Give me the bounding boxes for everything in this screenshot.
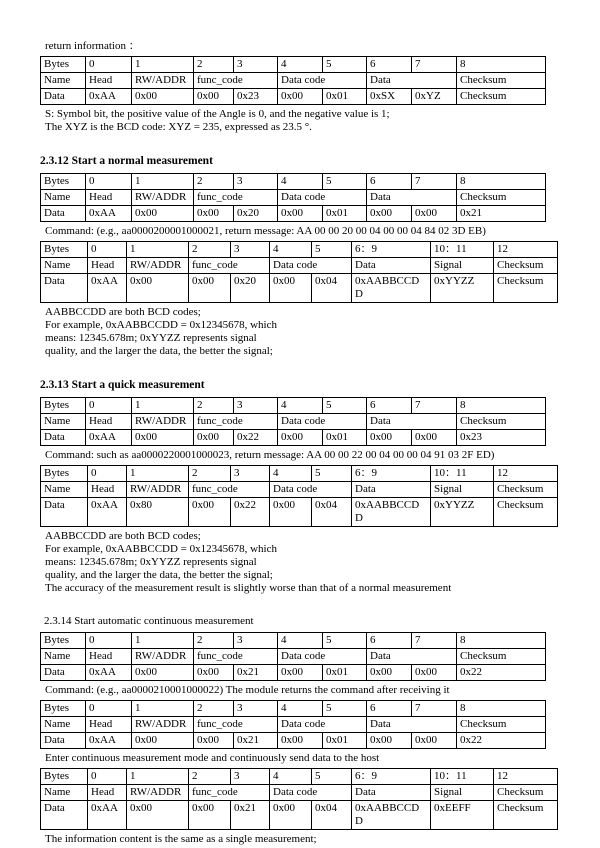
byte-index-cell: 3: [231, 769, 270, 785]
field-value-cell: 0xAABBCCDD: [352, 274, 431, 303]
note-line: quality, and the larger the data, the better the signal;: [45, 569, 273, 581]
name-row: [41, 190, 546, 206]
field-name-cell: Head: [86, 414, 132, 430]
byte-index-cell: 5: [312, 769, 352, 785]
bytes-row: [41, 633, 546, 649]
return-info-notes: [45, 108, 570, 134]
field-name-cell: Head: [86, 190, 132, 206]
byte-index-cell: 10：11: [431, 769, 494, 785]
field-name-cell: Data: [367, 717, 457, 733]
field-value-cell: 0x00: [412, 665, 457, 681]
notes-2-3-13: [45, 530, 570, 595]
row-label-cell: Name: [41, 414, 86, 430]
row-label-cell: Bytes: [41, 701, 86, 717]
byte-index-cell: 4: [270, 242, 312, 258]
command-line-2-3-13: Command: such as aa0000220001000023, return message: AA 00 00 22 00 04 00 00 04 91 03 2F ED): [45, 449, 495, 461]
row-label-cell: Bytes: [41, 242, 88, 258]
field-value-cell: 0x04: [312, 801, 352, 830]
row-label-cell: Data: [41, 733, 86, 749]
field-name-cell: Checksum: [457, 414, 546, 430]
byte-index-cell: 4: [278, 398, 323, 414]
byte-index-cell: 2: [189, 769, 231, 785]
field-name-cell: RW/ADDR: [127, 258, 189, 274]
byte-index-cell: 3: [234, 701, 278, 717]
field-value-cell: 0xAABBCCDD: [352, 801, 431, 830]
byte-index-cell: 0: [88, 466, 127, 482]
field-name-cell: Checksum: [457, 190, 546, 206]
field-value-cell: 0x21: [234, 665, 278, 681]
byte-index-cell: 2: [194, 701, 234, 717]
field-value-cell: 0x21: [231, 801, 270, 830]
note-line: means: 12345.678m; 0xYYZZ represents signal: [45, 556, 257, 568]
field-value-cell: 0xAA: [88, 274, 127, 303]
field-value-cell: 0x00: [270, 274, 312, 303]
field-value-cell: 0x00: [270, 498, 312, 527]
field-value-cell: 0x00: [132, 206, 194, 222]
protocol-table: [40, 632, 546, 681]
byte-index-cell: 2: [194, 174, 234, 190]
quick-measure-return-table-holder: [40, 465, 570, 527]
field-name-cell: RW/ADDR: [127, 482, 189, 498]
note-line-symbol-bit: S: Symbol bit, the positive value of the Angle is 0, and the negative value is 1;: [45, 108, 390, 120]
protocol-table: [40, 700, 546, 749]
note-line-bcd-code: The XYZ is the BCD code: XYZ = 235, expressed as 23.5 °.: [45, 121, 312, 133]
row-label-cell: Data: [41, 665, 86, 681]
field-name-cell: Checksum: [457, 649, 546, 665]
byte-index-cell: 8: [457, 701, 546, 717]
data-row: [41, 801, 558, 830]
field-value-cell: 0x20: [234, 206, 278, 222]
field-value-cell: 0x23: [457, 430, 546, 446]
field-value-cell: 0x80: [127, 498, 189, 527]
byte-index-cell: 3: [231, 242, 270, 258]
command-line-2-3-14: Command: (e.g., aa0000210001000022) The module returns the command after receiving it: [45, 684, 450, 696]
data-row: [41, 206, 546, 222]
byte-index-cell: 7: [412, 398, 457, 414]
byte-index-cell: 2: [194, 57, 234, 73]
byte-index-cell: 6: [367, 398, 412, 414]
byte-index-cell: 4: [270, 466, 312, 482]
field-value-cell: 0xYYZZ: [431, 274, 494, 303]
field-value-cell: 0xAA: [88, 801, 127, 830]
section-heading-2-3-13: 2.3.13 Start a quick measurement: [40, 379, 205, 391]
byte-index-cell: 5: [323, 398, 367, 414]
field-name-cell: Signal: [431, 482, 494, 498]
field-name-cell: Signal: [431, 785, 494, 801]
byte-index-cell: 2: [189, 466, 231, 482]
field-value-cell: 0x04: [312, 274, 352, 303]
field-value-cell: 0x01: [323, 665, 367, 681]
continuous-measure-command-table-holder: [40, 632, 570, 681]
row-label-cell: Data: [41, 89, 86, 105]
field-name-cell: RW/ADDR: [132, 190, 194, 206]
field-name-cell: func_code: [194, 73, 278, 89]
byte-index-cell: 1: [132, 633, 194, 649]
field-value-cell: 0x00: [127, 274, 189, 303]
field-value-cell: 0xEEFF: [431, 801, 494, 830]
byte-index-cell: 7: [412, 174, 457, 190]
byte-index-cell: 8: [457, 633, 546, 649]
row-label-cell: Data: [41, 274, 88, 303]
note-line: For example, 0xAABBCCDD = 0x12345678, which: [45, 543, 277, 555]
field-name-cell: Signal: [431, 258, 494, 274]
field-name-cell: func_code: [194, 190, 278, 206]
byte-index-cell: 1: [127, 466, 189, 482]
quick-measure-command-table-holder: [40, 397, 570, 446]
byte-index-cell: 7: [412, 701, 457, 717]
byte-index-cell: 5: [323, 701, 367, 717]
field-name-cell: Checksum: [494, 482, 558, 498]
field-value-cell: 0x23: [234, 89, 278, 105]
continuous-mode-line: Enter continuous measurement mode and continuously send data to the host: [45, 752, 380, 764]
field-value-cell: 0xYYZZ: [431, 498, 494, 527]
byte-index-cell: 5: [323, 174, 367, 190]
field-value-cell: 0x00: [412, 430, 457, 446]
notes-2-3-14: [45, 833, 570, 846]
byte-index-cell: 3: [234, 398, 278, 414]
notes-2-3-12: [45, 306, 570, 358]
row-label-cell: Name: [41, 649, 86, 665]
protocol-table: [40, 397, 546, 446]
field-value-cell: 0x01: [323, 733, 367, 749]
field-name-cell: Checksum: [494, 258, 558, 274]
bytes-row: [41, 242, 558, 258]
field-name-cell: Checksum: [494, 785, 558, 801]
row-label-cell: Bytes: [41, 174, 86, 190]
field-value-cell: 0xAA: [86, 206, 132, 222]
field-name-cell: RW/ADDR: [132, 717, 194, 733]
field-value-cell: 0x00: [189, 498, 231, 527]
row-label-cell: Data: [41, 206, 86, 222]
note-line: means: 12345.678m; 0xYYZZ represents signal: [45, 332, 257, 344]
byte-index-cell: 12: [494, 466, 558, 482]
field-value-cell: 0x00: [367, 430, 412, 446]
byte-index-cell: 7: [412, 633, 457, 649]
section-2-3-12: [40, 154, 570, 358]
field-value-cell: 0x00: [412, 733, 457, 749]
byte-index-cell: 8: [457, 57, 546, 73]
field-name-cell: Data: [352, 785, 431, 801]
section-2-3-14: [40, 614, 570, 846]
byte-index-cell: 4: [278, 174, 323, 190]
row-label-cell: Bytes: [41, 466, 88, 482]
name-row: [41, 414, 546, 430]
normal-measure-return-table-holder: [40, 241, 570, 303]
row-label-cell: Data: [41, 430, 86, 446]
field-name-cell: Data: [367, 73, 457, 89]
field-name-cell: Data code: [270, 258, 352, 274]
bytes-row: [41, 701, 546, 717]
field-value-cell: 0x00: [132, 430, 194, 446]
row-label-cell: Name: [41, 785, 88, 801]
note-line: For example, 0xAABBCCDD = 0x12345678, which: [45, 319, 277, 331]
field-value-cell: 0x00: [194, 89, 234, 105]
byte-index-cell: 5: [312, 466, 352, 482]
byte-index-cell: 6: [367, 57, 412, 73]
field-value-cell: 0x00: [132, 733, 194, 749]
field-value-cell: 0x00: [189, 801, 231, 830]
field-value-cell: 0x00: [270, 801, 312, 830]
byte-index-cell: 0: [86, 701, 132, 717]
byte-index-cell: 7: [412, 57, 457, 73]
byte-index-cell: 6：9: [352, 769, 431, 785]
field-name-cell: Head: [86, 717, 132, 733]
field-name-cell: Data: [352, 482, 431, 498]
data-row: [41, 274, 558, 303]
field-value-cell: 0xAA: [86, 430, 132, 446]
field-value-cell: 0x00: [412, 206, 457, 222]
field-value-cell: 0xAABBCCDD: [352, 498, 431, 527]
field-value-cell: 0x00: [367, 206, 412, 222]
field-value-cell: 0x00: [194, 665, 234, 681]
field-value-cell: 0xAA: [88, 498, 127, 527]
byte-index-cell: 6: [367, 701, 412, 717]
byte-index-cell: 1: [132, 174, 194, 190]
field-value-cell: 0x21: [234, 733, 278, 749]
command-line-2-3-12: Command: (e.g., aa0000200001000021, return message: AA 00 00 20 00 04 00 00 04 84 02 3D EB): [45, 225, 486, 237]
field-value-cell: 0x00: [127, 801, 189, 830]
field-name-cell: Data code: [278, 649, 367, 665]
field-name-cell: RW/ADDR: [132, 414, 194, 430]
bytes-row: [41, 174, 546, 190]
protocol-table: [40, 465, 558, 527]
field-name-cell: Data: [367, 190, 457, 206]
field-name-cell: func_code: [189, 258, 270, 274]
field-value-cell: Checksum: [494, 498, 558, 527]
field-name-cell: RW/ADDR: [132, 73, 194, 89]
bytes-row: [41, 466, 558, 482]
field-name-cell: Data code: [278, 717, 367, 733]
byte-index-cell: 1: [132, 57, 194, 73]
protocol-table: [40, 56, 546, 105]
protocol-table: [40, 173, 546, 222]
field-name-cell: Data code: [278, 73, 367, 89]
field-value-cell: 0x00: [278, 665, 323, 681]
data-row: [41, 498, 558, 527]
row-label-cell: Bytes: [41, 398, 86, 414]
field-name-cell: Checksum: [457, 73, 546, 89]
field-name-cell: Data: [367, 414, 457, 430]
byte-index-cell: 6：9: [352, 466, 431, 482]
row-label-cell: Name: [41, 73, 86, 89]
field-value-cell: 0x00: [194, 430, 234, 446]
continuous-measure-echo-table-holder: [40, 700, 570, 749]
name-row: [41, 482, 558, 498]
field-name-cell: func_code: [194, 649, 278, 665]
row-label-cell: Data: [41, 801, 88, 830]
data-row: [41, 89, 546, 105]
byte-index-cell: 1: [132, 701, 194, 717]
byte-index-cell: 10：11: [431, 242, 494, 258]
byte-index-cell: 3: [231, 466, 270, 482]
byte-index-cell: 5: [312, 242, 352, 258]
section-2-3-13: [40, 378, 570, 595]
field-value-cell: 0x21: [457, 206, 546, 222]
row-label-cell: Bytes: [41, 769, 88, 785]
field-value-cell: 0x20: [231, 274, 270, 303]
row-label-cell: Name: [41, 258, 88, 274]
field-value-cell: 0x22: [457, 665, 546, 681]
section-heading-2-3-14: 2.3.14 Start automatic continuous measurement: [44, 615, 254, 627]
byte-index-cell: 0: [86, 633, 132, 649]
field-value-cell: 0x22: [231, 498, 270, 527]
row-label-cell: Name: [41, 482, 88, 498]
field-name-cell: Head: [86, 73, 132, 89]
byte-index-cell: 5: [323, 57, 367, 73]
byte-index-cell: 1: [127, 769, 189, 785]
data-row: [41, 733, 546, 749]
protocol-table: [40, 768, 558, 830]
byte-index-cell: 5: [323, 633, 367, 649]
field-value-cell: 0x00: [278, 430, 323, 446]
byte-index-cell: 12: [494, 769, 558, 785]
field-value-cell: 0x22: [234, 430, 278, 446]
field-value-cell: 0x00: [194, 206, 234, 222]
byte-index-cell: 0: [86, 398, 132, 414]
field-name-cell: func_code: [189, 785, 270, 801]
field-value-cell: 0xAA: [86, 665, 132, 681]
field-name-cell: Head: [88, 785, 127, 801]
byte-index-cell: 4: [270, 769, 312, 785]
return-info-table-holder: [40, 56, 570, 105]
byte-index-cell: 0: [86, 57, 132, 73]
field-value-cell: 0x01: [323, 89, 367, 105]
byte-index-cell: 2: [194, 398, 234, 414]
field-name-cell: Data: [367, 649, 457, 665]
name-row: [41, 785, 558, 801]
field-value-cell: Checksum: [494, 801, 558, 830]
protocol-table: [40, 241, 558, 303]
note-line-accuracy: The accuracy of the measurement result is slightly worse than that of a normal measurement: [45, 582, 452, 594]
byte-index-cell: 2: [189, 242, 231, 258]
field-name-cell: func_code: [189, 482, 270, 498]
byte-index-cell: 0: [88, 242, 127, 258]
continuous-measure-return-table-holder: [40, 768, 570, 830]
data-row: [41, 665, 546, 681]
field-name-cell: Data code: [270, 482, 352, 498]
field-value-cell: 0x00: [278, 89, 323, 105]
field-name-cell: Head: [88, 482, 127, 498]
field-value-cell: 0x01: [323, 206, 367, 222]
byte-index-cell: 4: [278, 633, 323, 649]
name-row: [41, 73, 546, 89]
byte-index-cell: 0: [88, 769, 127, 785]
field-name-cell: func_code: [194, 414, 278, 430]
name-row: [41, 649, 546, 665]
field-value-cell: 0x04: [312, 498, 352, 527]
field-value-cell: 0x01: [323, 430, 367, 446]
bytes-row: [41, 398, 546, 414]
field-name-cell: Data code: [278, 190, 367, 206]
field-value-cell: Checksum: [457, 89, 546, 105]
name-row: [41, 717, 546, 733]
field-value-cell: Checksum: [494, 274, 558, 303]
bytes-row: [41, 769, 558, 785]
field-value-cell: 0x00: [278, 733, 323, 749]
byte-index-cell: 8: [457, 174, 546, 190]
field-value-cell: 0x00: [367, 733, 412, 749]
note-line: AABBCCDD are both BCD codes;: [45, 306, 201, 318]
field-value-cell: 0xAA: [86, 733, 132, 749]
byte-index-cell: 8: [457, 398, 546, 414]
byte-index-cell: 6: [367, 633, 412, 649]
byte-index-cell: 0: [86, 174, 132, 190]
field-value-cell: 0xSX: [367, 89, 412, 105]
bytes-row: [41, 57, 546, 73]
field-value-cell: 0x00: [194, 733, 234, 749]
row-label-cell: Data: [41, 498, 88, 527]
byte-index-cell: 1: [132, 398, 194, 414]
field-name-cell: Data code: [278, 414, 367, 430]
note-line: quality, and the larger the data, the better the signal;: [45, 345, 273, 357]
byte-index-cell: 4: [278, 701, 323, 717]
byte-index-cell: 6: [367, 174, 412, 190]
row-label-cell: Bytes: [41, 57, 86, 73]
note-line-same-content: The information content is the same as a single measurement;: [45, 833, 317, 845]
field-value-cell: 0xYZ: [412, 89, 457, 105]
field-name-cell: func_code: [194, 717, 278, 733]
field-value-cell: 0x00: [278, 206, 323, 222]
byte-index-cell: 3: [234, 174, 278, 190]
byte-index-cell: 2: [194, 633, 234, 649]
field-value-cell: 0x00: [132, 665, 194, 681]
field-name-cell: Data: [352, 258, 431, 274]
field-name-cell: Head: [86, 649, 132, 665]
byte-index-cell: 10：11: [431, 466, 494, 482]
field-name-cell: RW/ADDR: [127, 785, 189, 801]
field-value-cell: 0xAA: [86, 89, 132, 105]
field-value-cell: 0x00: [189, 274, 231, 303]
return-info-label: return information ：: [45, 40, 140, 52]
section-heading-2-3-12: 2.3.12 Start a normal measurement: [40, 155, 213, 167]
row-label-cell: Bytes: [41, 633, 86, 649]
note-line: AABBCCDD are both BCD codes;: [45, 530, 201, 542]
field-name-cell: Checksum: [457, 717, 546, 733]
byte-index-cell: 6：9: [352, 242, 431, 258]
field-value-cell: 0x22: [457, 733, 546, 749]
byte-index-cell: 4: [278, 57, 323, 73]
data-row: [41, 430, 546, 446]
field-value-cell: 0x00: [367, 665, 412, 681]
name-row: [41, 258, 558, 274]
byte-index-cell: 12: [494, 242, 558, 258]
row-label-cell: Name: [41, 190, 86, 206]
field-value-cell: 0x00: [132, 89, 194, 105]
normal-measure-command-table-holder: [40, 173, 570, 222]
field-name-cell: RW/ADDR: [132, 649, 194, 665]
byte-index-cell: 3: [234, 57, 278, 73]
row-label-cell: Name: [41, 717, 86, 733]
byte-index-cell: 1: [127, 242, 189, 258]
field-name-cell: Head: [88, 258, 127, 274]
byte-index-cell: 3: [234, 633, 278, 649]
section-return-info: [40, 40, 570, 134]
field-name-cell: Data code: [270, 785, 352, 801]
